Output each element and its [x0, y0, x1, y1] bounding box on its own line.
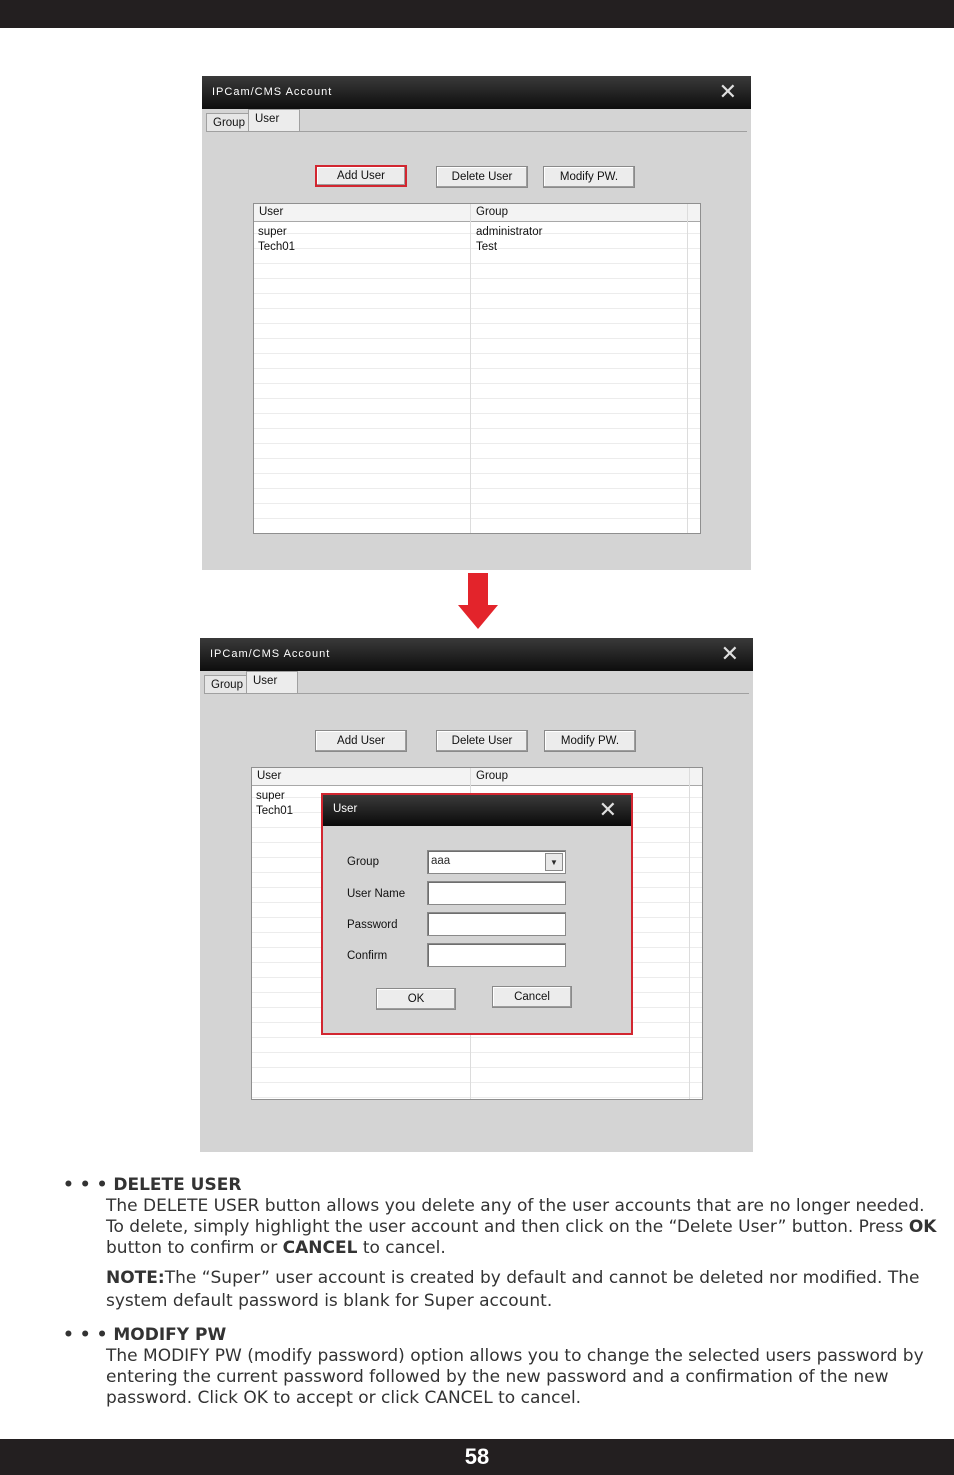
tab-strip [202, 109, 751, 131]
group-select[interactable] [427, 850, 566, 874]
cancel-keyword: CANCEL [282, 1238, 358, 1258]
column-divider [687, 204, 688, 533]
tab-user[interactable]: User [248, 109, 300, 132]
table-row-group[interactable]: Test [476, 241, 498, 253]
modify-pw-heading [63, 1325, 943, 1346]
add-user-button[interactable]: Add User [315, 730, 407, 752]
delete-user-heading [63, 1175, 943, 1196]
add-user-button[interactable]: Add User [315, 165, 407, 187]
column-user[interactable]: User [257, 770, 282, 782]
column-divider [470, 204, 471, 533]
note-text: The “Super” user account is created by default and cannot be deleted nor modified. The system default password is blank for Super account. [106, 1268, 920, 1311]
table-row-user[interactable]: Tech01 [256, 805, 294, 817]
ok-keyword: OK [908, 1217, 937, 1237]
table-row-user[interactable]: Tech01 [258, 241, 296, 253]
bullet-marker: • • • [63, 1325, 108, 1345]
list-header [252, 768, 702, 786]
delete-user-section [63, 1175, 943, 1313]
close-icon[interactable]: ✕ [718, 79, 737, 104]
group-label: Group [347, 856, 379, 868]
window-title-bar [202, 76, 751, 109]
delete-body-text: to cancel. [357, 1238, 446, 1258]
footer-bar [0, 1439, 954, 1475]
user-list[interactable] [253, 203, 701, 534]
group-select-value: aaa [431, 855, 451, 867]
tab-strip [200, 671, 753, 693]
ok-button[interactable]: OK [376, 988, 456, 1010]
password-input[interactable] [427, 912, 566, 936]
modify-pw-description: The MODIFY PW (modify password) option allows you to change the selected users password by entering the current password followed by the new password and a confirmation of the new password. Click OK to accept or click CANCEL to cancel. [106, 1346, 924, 1408]
top-bar [0, 0, 954, 28]
delete-body-text: The DELETE USER button allows you delete any of the user accounts that are no longer needed. To delete, simply highlight the user account and then click on the “Delete User” button. Press [106, 1196, 925, 1237]
close-icon[interactable]: ✕ [720, 641, 739, 666]
table-row-group[interactable]: administrator [476, 226, 543, 238]
delete-user-button[interactable]: Delete User [436, 166, 528, 188]
confirm-input[interactable] [427, 943, 566, 967]
window-title: IPCam/CMS Account [210, 648, 331, 660]
account-window-before [202, 76, 751, 570]
modify-pw-button[interactable]: Modify PW. [543, 166, 635, 188]
page-number: 58 [464, 1444, 490, 1469]
tab-user[interactable]: User [246, 671, 298, 694]
table-row-user[interactable]: super [256, 790, 285, 802]
close-icon[interactable]: ✕ [598, 797, 617, 822]
note-label: NOTE: [106, 1268, 165, 1288]
modify-pw-section [63, 1325, 943, 1409]
cancel-button[interactable]: Cancel [492, 986, 572, 1008]
user-dialog [321, 793, 633, 1035]
modify-pw-button[interactable]: Modify PW. [544, 730, 636, 752]
delete-user-title: DELETE USER [113, 1175, 242, 1195]
column-divider [689, 768, 690, 1099]
table-row-user[interactable]: super [258, 226, 287, 238]
dialog-title: User [333, 803, 358, 815]
delete-body-text: button to confirm or [106, 1238, 283, 1258]
tab-group[interactable]: Group [204, 675, 250, 694]
list-header [254, 204, 700, 222]
delete-user-description [106, 1196, 943, 1259]
delete-user-button[interactable]: Delete User [436, 730, 528, 752]
down-arrow-icon [458, 573, 498, 629]
column-group[interactable]: Group [476, 770, 508, 782]
modify-pw-title: MODIFY PW [113, 1325, 227, 1345]
chevron-down-icon[interactable]: ▼ [545, 853, 563, 871]
window-title: IPCam/CMS Account [212, 86, 333, 98]
dialog-title-bar [323, 795, 631, 826]
column-group[interactable]: Group [476, 206, 508, 218]
note [106, 1267, 943, 1313]
username-label: User Name [347, 888, 406, 900]
username-input[interactable] [427, 881, 566, 905]
tab-group[interactable]: Group [206, 113, 252, 132]
bullet-marker: • • • [63, 1175, 108, 1195]
column-user[interactable]: User [259, 206, 284, 218]
confirm-label: Confirm [347, 950, 388, 962]
password-label: Password [347, 919, 398, 931]
window-title-bar [200, 638, 753, 671]
